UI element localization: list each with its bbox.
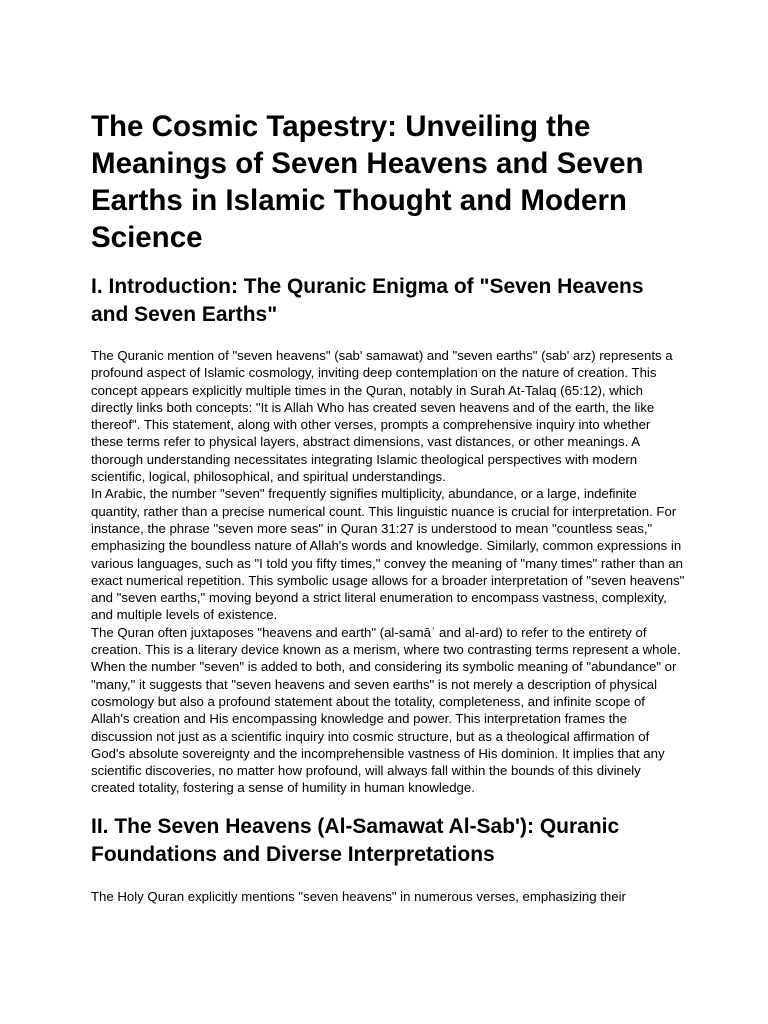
paragraph: The Quran often juxtaposes "heavens and earth" (al-samāʾ and al-ard) to refer to the entirety of creation. This is a literary device known as a merism, where two contrasting terms represent a whole. When the number "seven" is added to both, and considering its symbolic meaning of "abundance" or "many," it suggests that "seven heavens and seven earths" is not merely a description of physical cosmology but also a profound statement about the totality, completeness, and infinite scope of Allah's creation and His encompassing knowledge and power. This interpretation frames the discussion not just as a scientific inquiry into cosmic structure, but as a theological affirmation of God's absolute sovereignty and the incomprehensible vastness of His dominion. It implies that any scientific discoveries, no matter how profound, will always fall within the bounds of this divinely created totality, fostering a sense of humility in human knowledge.	[91, 624, 681, 796]
paragraph: In Arabic, the number "seven" frequently signifies multiplicity, abundance, or a large, indefinite quantity, rather than a precise numerical count. This linguistic nuance is crucial for interpretation. For instance, the phrase "seven more seas" in Quran 31:27 is understood to mean "countless seas," emphasizing the boundless nature of Allah's words and knowledge. Similarly, common expressions in various languages, such as "I told you fifty times," convey the meaning of "many times" rather than an exact numerical repetition. This symbolic usage allows for a broader interpretation of "seven heavens" and "seven earths," moving beyond a strict literal enumeration to encompass vastness, complexity, and multiple levels of existence.	[91, 486, 685, 623]
section-heading-introduction: I. Introduction: The Quranic Enigma of "Seven Heavens and Seven Earths"	[91, 275, 644, 326]
paragraph: The Holy Quran explicitly mentions "seven heavens" in numerous verses, emphasizing their	[91, 888, 626, 904]
document-title: The Cosmic Tapestry: Unveiling the Meanings of Seven Heavens and Seven Earths in Islamic Thought and Modern Science	[91, 110, 644, 254]
section-heading-seven-heavens: II. The Seven Heavens (Al-Samawat Al-Sab'): Quranic Foundations and Diverse Interpretations	[91, 814, 620, 866]
paragraph: The Quranic mention of "seven heavens" (sab' samawat) and "seven earths" (sab' arz) represents a profound aspect of Islamic cosmology, inviting deep contemplation on the nature of creation. This concept appears explicitly multiple times in the Quran, notably in Surah At-Talaq (65:12), which directly links both concepts: "It is Allah Who has created seven heavens and of the earth, the like thereof". This statement, along with other verses, prompts a comprehensive inquiry into whether these terms refer to physical layers, abstract dimensions, vast distances, or other meanings. A thorough understanding necessitates integrating Islamic theological perspectives with modern scientific, logical, philosophical, and spiritual understandings.	[91, 348, 673, 485]
document-page	[91, 108, 685, 905]
